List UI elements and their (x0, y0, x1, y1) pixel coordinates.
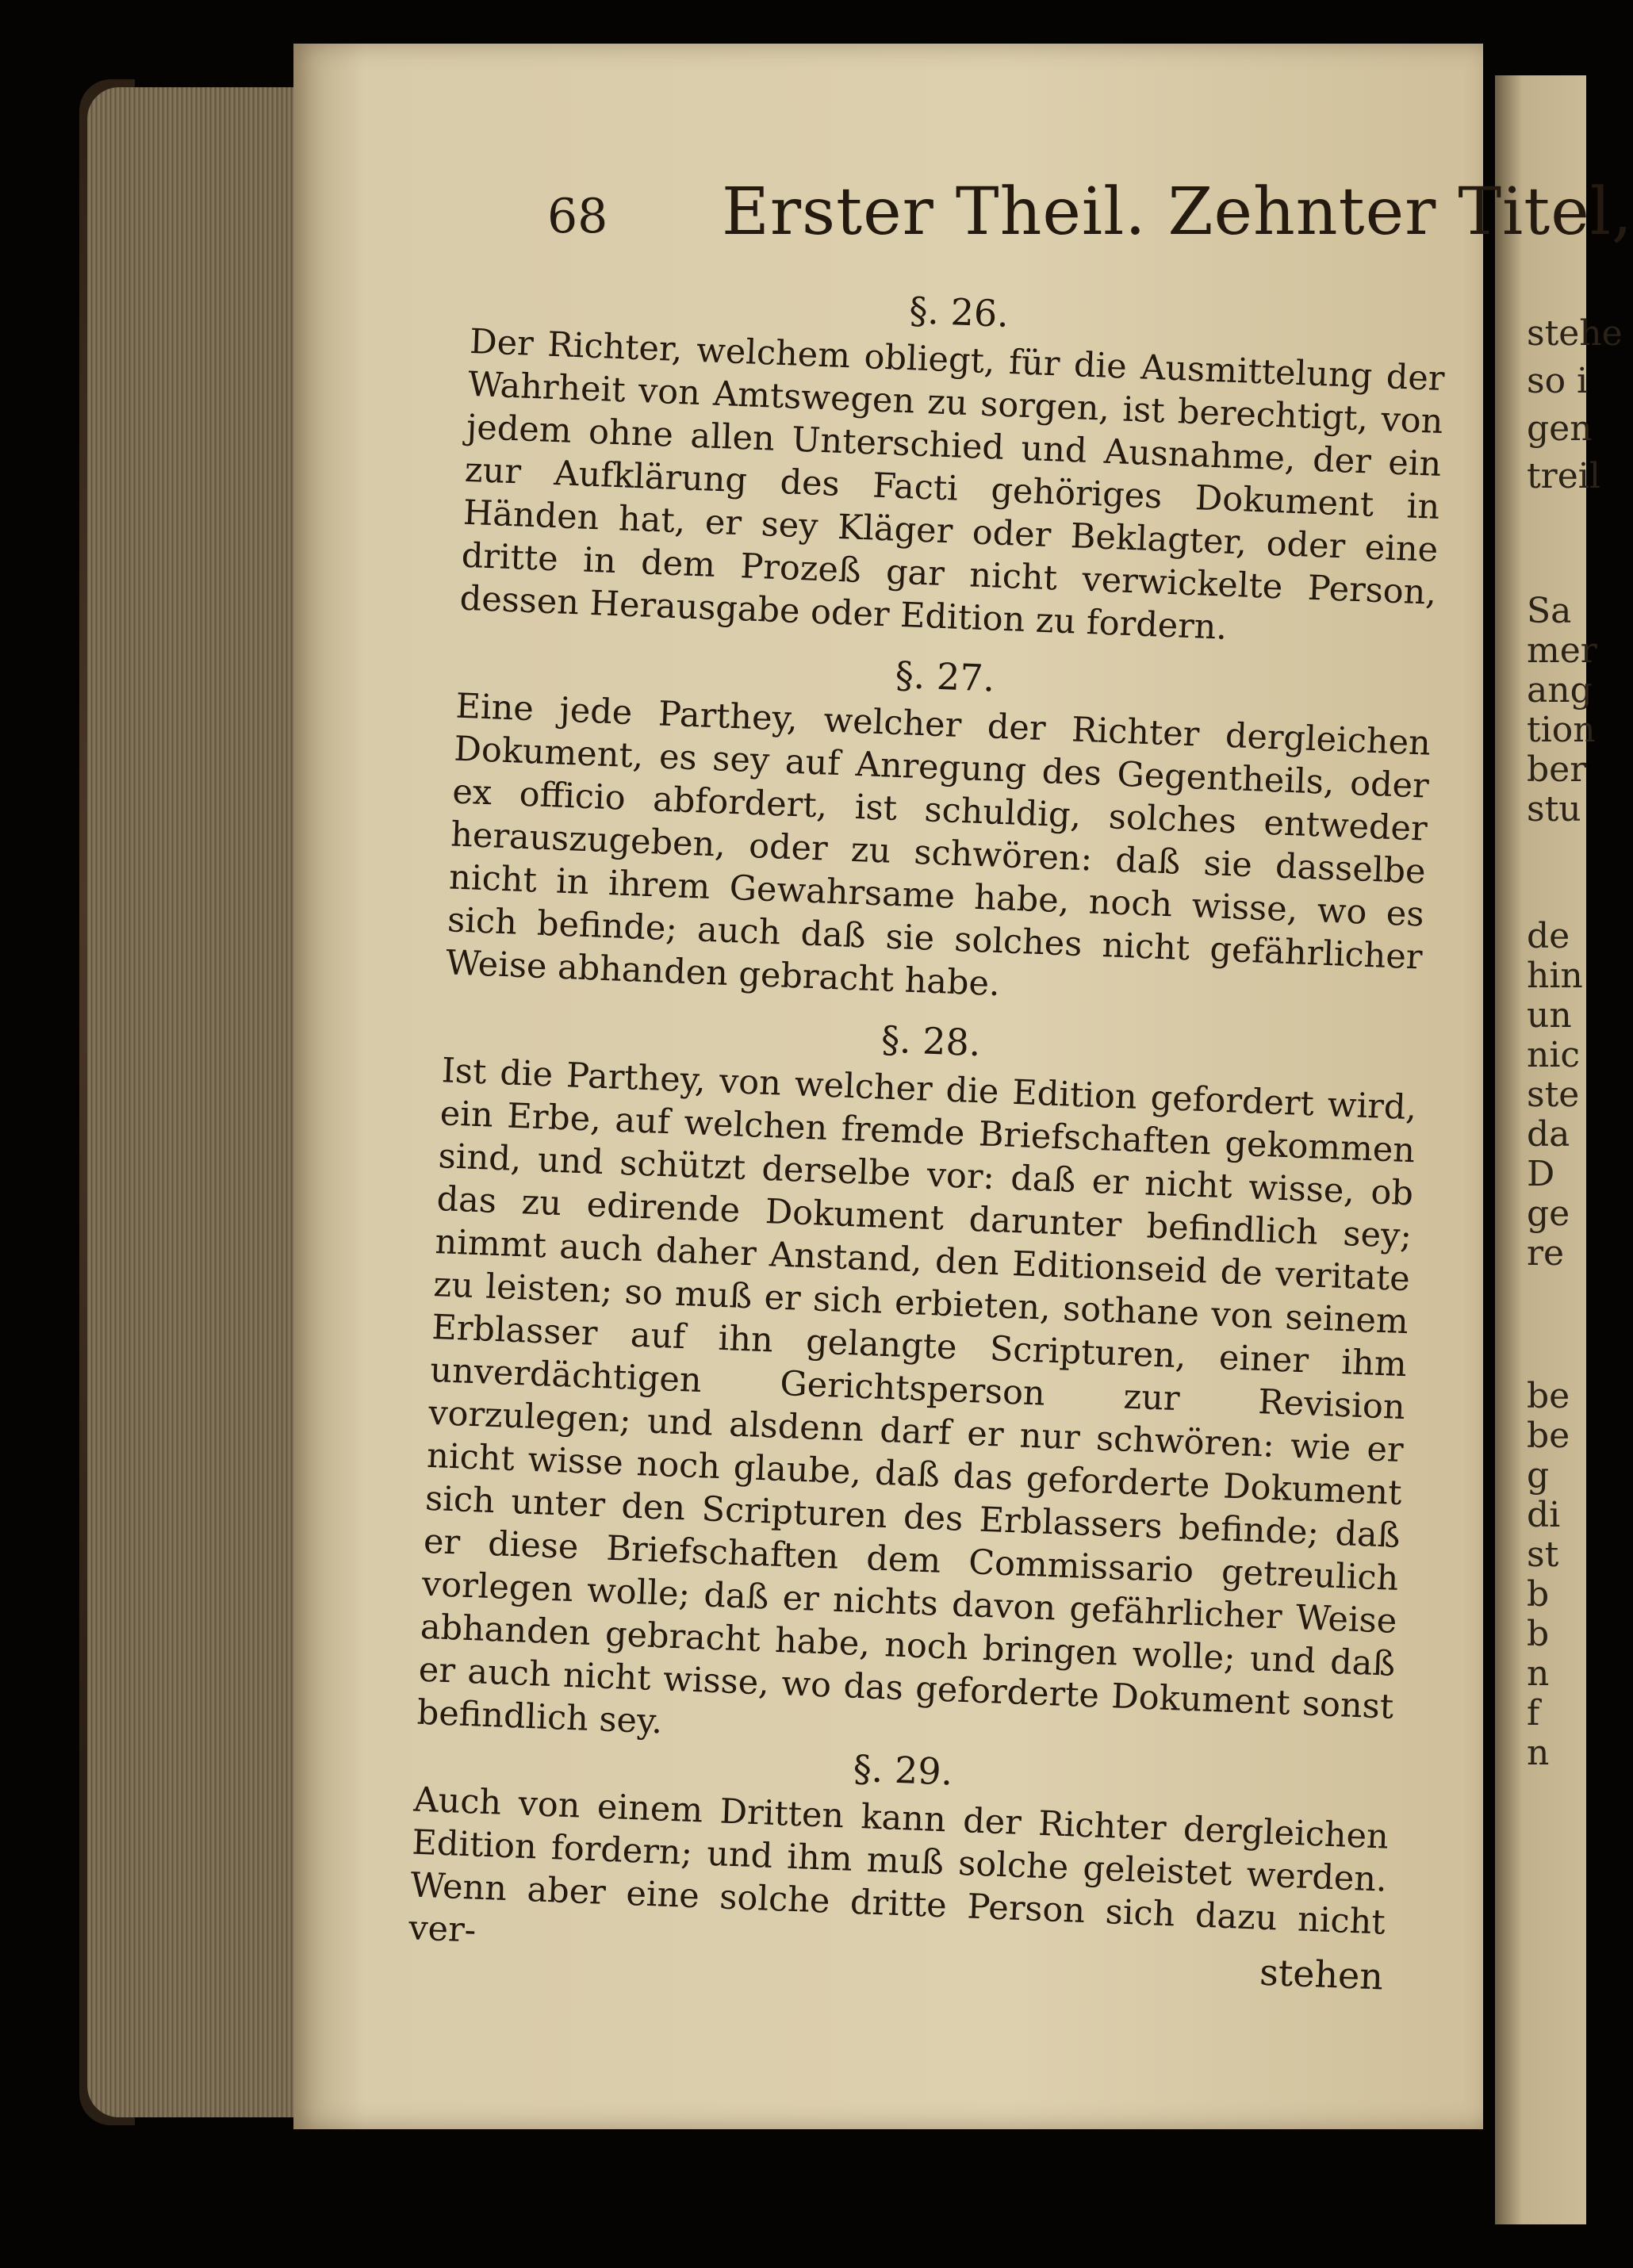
facing-page-fragment: hin (1527, 956, 1583, 996)
facing-page-fragment: be (1527, 1416, 1570, 1456)
facing-page-fragment: Sa (1527, 591, 1572, 631)
facing-page-fragment: tion (1527, 710, 1596, 750)
facing-page-fragment: da (1527, 1114, 1570, 1155)
facing-page-fragment: nic (1527, 1035, 1581, 1075)
facing-page-fragment: so i (1527, 361, 1589, 401)
facing-page-fragment: re (1527, 1233, 1565, 1274)
section-number: §. 27. (894, 653, 996, 700)
facing-page-fragment: ber (1527, 749, 1587, 790)
facing-page-fragment: n (1527, 1733, 1550, 1773)
facing-page-fragment: D (1527, 1154, 1555, 1194)
section-number: §. 29. (852, 1746, 954, 1794)
facing-page-fragment: gen (1527, 408, 1593, 449)
catchword: stehen (1259, 1950, 1385, 1998)
facing-page-fragment: f (1527, 1693, 1540, 1734)
section-text: Der Richter, welchem obliegt, für die Ausmittelung der Wahrheit von Amtswegen zu sorgen, ist berechtigt, von jedem ohne allen Unterschied und Ausnahme, der ein zur Aufklärung des Facti gehöriges Dokument in Händen hat, er sey Kläger oder Beklagter, oder eine dritte in dem Prozeß gar nicht verwickelte Person, dessen Herausgabe oder Edition zu fordern. (458, 321, 1446, 648)
facing-page-fragment: treil (1527, 456, 1600, 496)
section-number: §. 26. (908, 289, 1010, 335)
section-text: Ist die Parthey, von welcher die Edition gefordert wird, ein Erbe, auf welchen fremde Briefschaften gekommen sind, und schützt derselbe vor: daß er nicht wisse, ob das zu edirende Dokument darunter befindlich sey; nimmt auch daher Anstand, den Editionseid de veritate zu leisten; so muß er sich erbieten, sothane von seinem Erblasser auf ihn gelangte Scripturen, einer ihm unverdächtigen Gerichtsperson zur Revision vorzulegen; und alsdenn darf er nur schwören: wie er nicht wisse noch glaube, daß das geforderte Dokument sich unter den Scripturen des Erblassers befinde; daß er diese Briefschaften dem Commissario getreulich vorlegen wolle; daß er nichts davon gefährlicher Weise abhanden gebracht habe, noch bringen wolle; und daß er auch nicht wisse, wo das geforderte Dokument sonst befindlich sey. (416, 1051, 1418, 1742)
section-text: Eine jede Parthey, welcher der Richter dergleichen Dokument, es sey auf Anregung des Gegentheils, oder ex officio abfordert, ist schuldig, solches entweder herauszugeben, oder zu schwören: daß sie dasselbe nicht in ihrem Gewahrsame habe, noch wisse, wo es sich befinde; auch daß sie solches nicht gefährlicher Weise abhanden gebracht habe. (445, 686, 1432, 1005)
facing-page-fragment: b (1527, 1574, 1550, 1615)
section-29 (408, 1728, 1391, 1987)
facing-page-fragment: ang (1527, 670, 1593, 711)
facing-page-fragment: st (1527, 1534, 1559, 1575)
facing-page-fragment: ste (1527, 1075, 1580, 1115)
facing-page-fragment: be (1527, 1376, 1570, 1416)
facing-page-fragment: n (1527, 1653, 1550, 1694)
facing-page-fragment: un (1527, 995, 1572, 1036)
facing-page-fragment: g (1527, 1455, 1550, 1496)
running-head-title: Erster Theil. Zehnter Titel, (722, 174, 1633, 250)
section-27 (445, 634, 1433, 1022)
facing-page-fragment: stehe (1527, 313, 1623, 354)
section-26 (459, 270, 1447, 657)
facing-page-fragment: de (1527, 916, 1570, 956)
page-edges (87, 87, 325, 2117)
running-head (547, 174, 1633, 270)
facing-page-fragment: di (1527, 1495, 1561, 1535)
facing-page (1495, 75, 1623, 2224)
facing-page-fragment: mer (1527, 630, 1597, 671)
section-text: Auch von einem Dritten kann der Richter dergleichen Edition fordern; und ihm muß solche geleistet werden. Wenn aber eine solche dritte Person sich dazu nicht ver- (408, 1780, 1390, 1951)
section-28 (416, 998, 1420, 1772)
facing-page-fragment: ge (1527, 1193, 1570, 1234)
facing-page-fragment: stu (1527, 789, 1581, 829)
section-number: §. 28. (880, 1017, 982, 1065)
page-number: 68 (547, 189, 608, 244)
facing-page-fragment: b (1527, 1614, 1550, 1654)
